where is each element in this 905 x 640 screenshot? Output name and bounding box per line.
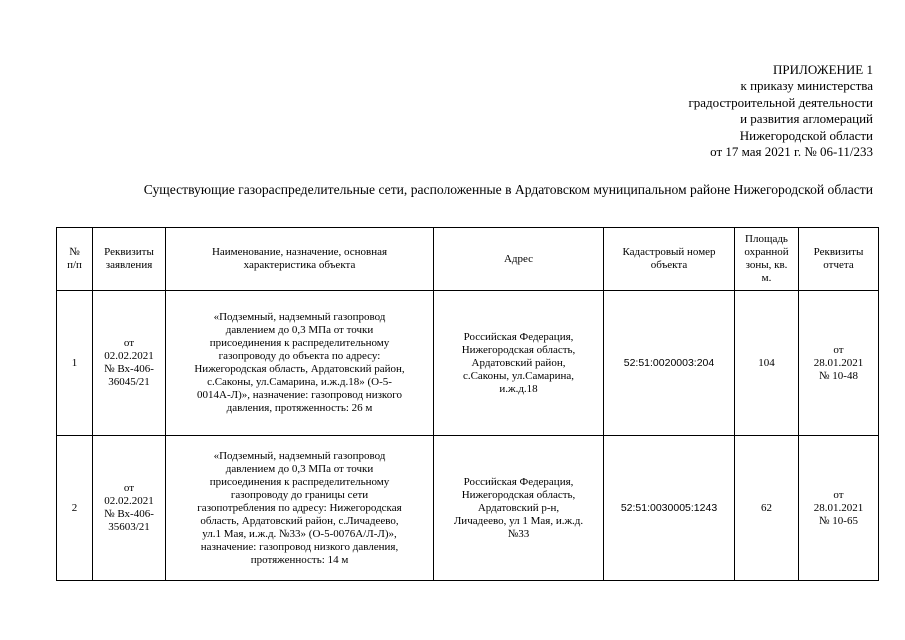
- cell-cadastral: 52:51:0030005:1243: [604, 436, 735, 581]
- header-name: Наименование, назначение, основная характеристика объекта: [166, 228, 434, 291]
- appendix-line: от 17 мая 2021 г. № 06-11/233: [710, 144, 873, 160]
- table-row: [57, 291, 879, 436]
- header-num: № п/п: [57, 228, 93, 291]
- header-area: Площадь охранной зоны, кв. м.: [735, 228, 799, 291]
- cell-cadastral: 52:51:0020003:204: [604, 291, 735, 436]
- cell-num: 2: [57, 436, 93, 581]
- header-report: Реквизиты отчета: [799, 228, 879, 291]
- appendix-line: градостроительной деятельности: [688, 94, 873, 110]
- cell-application: от 02.02.2021 № Вх-406- 35603/21: [93, 436, 166, 581]
- cell-num: 1: [57, 291, 93, 436]
- table-row: [57, 436, 879, 581]
- appendix-line: и развития агломераций: [740, 111, 873, 127]
- header-application: Реквизиты заявления: [93, 228, 166, 291]
- appendix-line: ПРИЛОЖЕНИЕ 1: [773, 62, 873, 77]
- cell-report: от 28.01.2021 № 10-65: [799, 436, 879, 581]
- cell-application: от 02.02.2021 № Вх-406- 36045/21: [93, 291, 166, 436]
- cell-report: от 28.01.2021 № 10-48: [799, 291, 879, 436]
- gas-network-table: [56, 227, 879, 581]
- header-cadastral: Кадастровый номер объекта: [604, 228, 735, 291]
- cell-area: 104: [735, 291, 799, 436]
- cell-name: «Подземный, надземный газопровод давлением до 0,3 МПа от точки присоединения к распределительному газопроводу до объекта по адресу: Нижегородская область, Ардатовский район, с.Саконы, ул.Самарина, и.ж.д.18» (О-5- 0014А-Л)», назначение: газопровод низкого давления, протяженность: 26 м: [166, 291, 434, 436]
- cell-area: 62: [735, 436, 799, 581]
- cell-address: Российская Федерация, Нижегородская область, Ардатовский район, с.Саконы, ул.Самарина, и.ж.д.18: [434, 291, 604, 436]
- appendix-block: [688, 62, 873, 160]
- cell-address: Российская Федерация, Нижегородская область, Ардатовский р-н, Личадеево, ул 1 Мая, и.ж.д. №33: [434, 436, 604, 581]
- appendix-line: Нижегородской области: [739, 127, 873, 143]
- header-address: Адрес: [434, 228, 604, 291]
- cell-name: «Подземный, надземный газопровод давлением до 0,3 МПа от точки присоединения к распределительному газопроводу до границы сети газопотребления по адресу: Нижегородская область, Ардатовский район, с.Личадеево, ул.1 Мая, и.ж.д. №33» (О-5-0076А/Л-Л)», назначение: газопровод низкого давления, протяженность: 14 м: [166, 436, 434, 581]
- appendix-line: к приказу министерства: [740, 78, 873, 94]
- table-header-row: [57, 228, 879, 291]
- document-title: Существующие газораспределительные сети, расположенные в Ардатовском муниципальном районе Нижегородской области: [143, 182, 873, 197]
